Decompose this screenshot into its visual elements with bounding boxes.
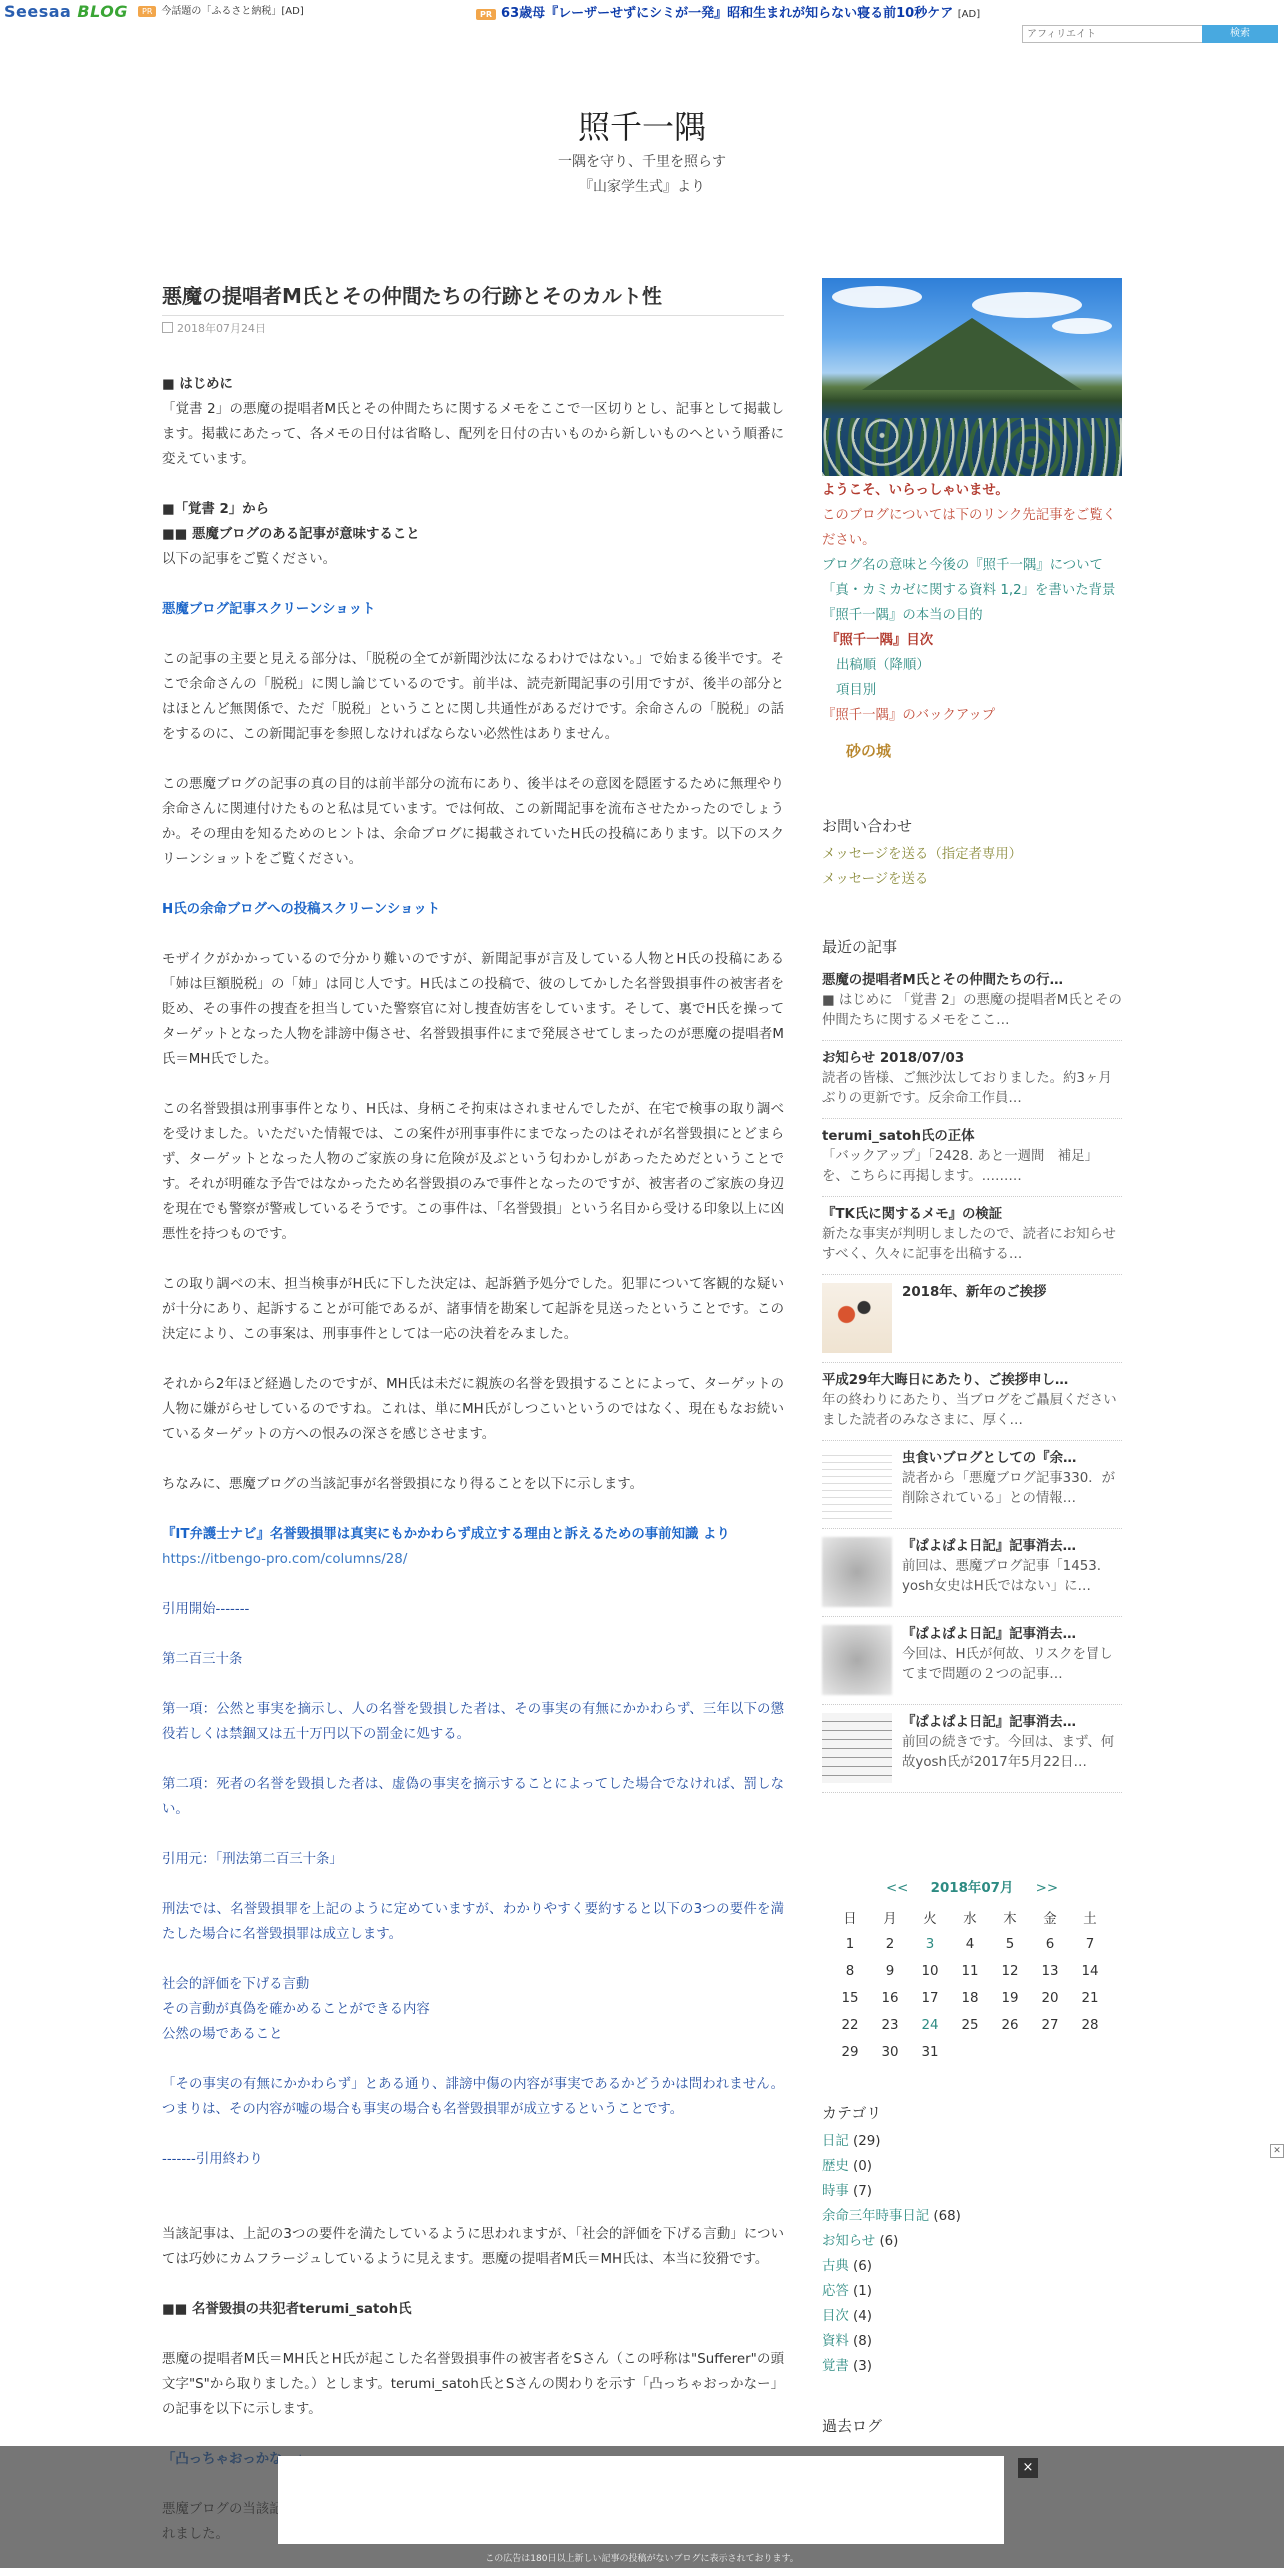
sunago-link[interactable]: 砂の城 — [846, 742, 892, 760]
contact-link-2[interactable]: メッセージを送る — [822, 872, 929, 887]
recent-item[interactable]: 2018年、新年のご挨拶 — [822, 1275, 1122, 1363]
archive-title: 過去ログ — [822, 2417, 883, 2435]
top-bar — [0, 0, 1284, 46]
index-link-topic[interactable]: 項目別 — [836, 683, 877, 698]
recent-item[interactable]: 『ぱよぱよ日記』記事消去… 前回の続きです。今回は、まず、何故yosh氏が2017年5月22日… — [822, 1705, 1122, 1793]
seesaa-logo[interactable]: Seesaa BLOG — [4, 2, 128, 21]
top-ad-left[interactable]: PR 今話題の「ふるさと納税」[AD] — [138, 2, 304, 17]
recent-item[interactable]: 平成29年大晦日にあたり、ご挨拶申し… 年の終わりにあたり、当ブログをご贔屓くださいました読者のみなさまに、厚く… — [822, 1363, 1122, 1441]
thumbnail[interactable] — [822, 1283, 892, 1353]
index-link-desc[interactable]: 出稿順（降順） — [836, 658, 930, 673]
contact-link-1[interactable]: メッセージを送る（指定者専用） — [822, 847, 1023, 862]
category-item: 時事 (7) — [822, 2184, 873, 2199]
recent-list — [822, 963, 1122, 1793]
recent-item[interactable]: terumi_satoh氏の正体 「バックアップ」「2428. あと一週間 補足」を、こちらに再掲します。……… — [822, 1119, 1122, 1197]
bottom-ad-slot[interactable] — [278, 2456, 1004, 2544]
welcome-text: ようこそ、いらっしゃいませ。 — [822, 483, 1009, 498]
header-photo — [822, 278, 1122, 476]
blog-title[interactable]: 照千一隅 — [577, 108, 706, 146]
category-item: 余命三年時事日記 (68) — [822, 2209, 961, 2224]
top-ad-main[interactable]: PR 63歳母『レーザーせずにシミが一発』昭和生まれが知らない寝る前10秒ケア [AD] — [476, 2, 980, 21]
ad-notice: この広告は180日以上新しい記事の投稿がないブログに表示されております。 — [485, 2554, 799, 2564]
recent-item[interactable]: 『TK氏に関するメモ』の検証 新たな事実が判明しましたので、読者にお知らせすべく、久々に記事を出稿する… — [822, 1197, 1122, 1275]
category-item: 古典 (6) — [822, 2259, 873, 2274]
post-title[interactable]: 悪魔の提唱者M氏とその仲間たちの行跡とそのカルト性 — [162, 280, 784, 316]
recent-item[interactable]: 虫食いブログとしての『余… 読者から「悪魔ブログ記事330．が削除されている」との情報… — [822, 1441, 1122, 1529]
category-item: お知らせ (6) — [822, 2234, 899, 2249]
calendar-nav — [822, 1877, 1122, 1896]
category-item: 資料 (8) — [822, 2334, 873, 2349]
sidebar-link-3[interactable]: 『照千一隅』の本当の目的 — [822, 608, 983, 623]
category-item: 覚書 (3) — [822, 2359, 873, 2374]
search-button[interactable]: 検索 — [1202, 25, 1278, 43]
calendar — [822, 1877, 1122, 2066]
thumbnail[interactable] — [822, 1625, 892, 1695]
recent-item[interactable]: 『ぱよぱよ日記』記事消去… 今回は、H氏が何故、リスクを冒してまで問題の２つの記事… — [822, 1617, 1122, 1705]
ad-close-button[interactable]: × — [1018, 2458, 1038, 2478]
screenshot-link-1[interactable]: 悪魔ブログ記事スクリーンショット — [162, 602, 376, 617]
blog-tagline: 一隅を守り、千里を照らす 『山家学生式』より — [558, 154, 726, 195]
source-link[interactable]: 『IT弁護士ナビ』名誉毀損罪は真実にもかかわらず成立する理由と訴えるための事前知識 より — [162, 1527, 730, 1542]
recent-item[interactable]: お知らせ 2018/07/03 読者の皆様、ご無沙汰しておりました。約3ヶ月ぶりの更新です。反余命工作員… — [822, 1041, 1122, 1119]
calendar-next[interactable]: >> — [1035, 1881, 1059, 1896]
calendar-icon — [162, 322, 173, 333]
calendar-prev[interactable]: << — [885, 1881, 909, 1896]
search-input[interactable] — [1022, 25, 1210, 43]
recent-item[interactable]: 悪魔の提唱者M氏とその仲間たちの行… ■ はじめに 「覚書 2」の悪魔の提唱者M氏とその仲間たちに関するメモをここ… — [822, 963, 1122, 1041]
category-item: 日記 (29) — [822, 2134, 881, 2149]
thumbnail[interactable] — [822, 1713, 892, 1783]
screenshot-link-2[interactable]: H氏の余命ブログへの投稿スクリーンショット — [162, 902, 441, 917]
backup-link[interactable]: 『照千一隅』のバックアップ — [822, 708, 996, 723]
calendar-table: 日 月 火 水 木 金 土 1 2 3 4 5 6 7 8 9 10 11 12 13 14 15 16 17 18 19 20 21 22 23 24 25 26 27 28 29 30 31 — [841, 1912, 1099, 2060]
side-ad-close-icon[interactable]: ✕ — [1270, 2144, 1284, 2158]
contact-title: お問い合わせ — [822, 817, 913, 835]
source-url[interactable]: https://itbengo-pro.com/columns/28/ — [162, 1552, 408, 1567]
thumbnail[interactable] — [822, 1449, 892, 1519]
category-item: 目次 (4) — [822, 2309, 873, 2324]
category-list — [822, 2129, 1122, 2379]
category-item: 歴史 (0) — [822, 2159, 873, 2174]
thumbnail[interactable] — [822, 1537, 892, 1607]
calendar-month[interactable]: 2018年07月 — [930, 1881, 1014, 1896]
category-title: カテゴリ — [822, 2104, 882, 2122]
post-body: ■ はじめに 「覚書 2」の悪魔の提唱者M氏とその仲間たちに関するメモをここで一区切りとし、記事として掲載します。掲載にあたって、各メモの日付は省略し、配列を日付の古いものから新しいものへという順番に変えています。 ■「覚書 2」から ■■ 悪魔ブログのある記事が意味すること 以下の記事をご覧ください。 悪魔ブログ記事スクリーンショット この記事の主要と見える部分は、「脱税の全てが新聞沙汰になるわけではない。」で始まる後半です。そこで余命さんの「脱税」に関し論じているのです。前半は、読売新聞記事の引用ですが、後半の部分とはほとんど無関係で、ただ「脱税」ということに関し共通性があるだけです。余命さんの「脱税」の話をするのに、この新聞記事を参照しなければならない必然性はありません。 この悪魔ブログの記事の真の目的は前半部分の流布にあり、後半はその意図を隠匿するために無理やり余命さんに関連付けたものと私は見ています。では何故、この新聞記事を流布させたかったのでしょうか。その理由を知るためのヒントは、余命ブログに掲載されていたH氏の投稿にあります。以下のスクリーンショットをご覧ください。 H氏の余命ブログへの投稿スクリーンショット モザイクがかかっているので分かり難いのですが、新聞記事が言及している人物とH氏の投稿にある「姉は巨額脱税」の「姉」は同じ人です。H氏はこの投稿で、彼のしてかした名誉毀損事件の被害者を貶め、その事件の捜査を担当していた警察官に対し捜査妨害をしています。そして、裏でH氏を操ってターゲットとなった人物を誹謗中傷させ、名誉毀損事件にまで発展させてしまったのが悪魔の提唱者M氏＝MH氏でした。 この名誉毀損は刑事事件となり、H氏は、身柄こそ拘束はされませんでしたが、在宅で検事の取り調べを受けました。いただいた情報では、この案件が刑事事件にまでなったのはそれが名誉毀損にとどまらず、ターゲットとなった人物のご家族の身に危険が及ぶという匂わかしがあったためだということです。それが明確な予告ではなかったため名誉毀損のみで事件となったのですが、被害者のご家族の身辺を現在でも警察が警戒しているそうです。この事件は、「名誉毀損」という名目から受ける印象以上に凶悪性を持つものです。 この取り調べの末、担当検事がH氏に下した決定は、起訴猶予処分でした。犯罪について客観的な疑いが十分にあり、起訴することが可能であるが、諸事情を勘案して起訴を見送ったということです。この決定により、この事案は、刑事事件としては一応の決着をみました。 それから2年ほど経過したのですが、MH氏は未だに親族の名誉を毀損することによって、ターゲットの人物に嫌がらせしているのですね。これは、単にMH氏がしつこいというのではなく、現在もなお続いているターゲットの方への恨みの深さを感じさせます。 ちなみに、悪魔ブログの当該記事が名誉毀損になり得ることを以下に示します。 『IT弁護士ナビ』名誉毀損罪は真実にもかかわらず成立する理由と訴えるための事前知識 より https://itbengo-pro.com/columns/28/ 引用開始------- 第二百三十条 第一項：公然と事実を摘示し、人の名誉を毀損した者は、その事実の有無にかかわらず、三年以下の懲役若しくは禁錮又は五十万円以下の罰金に処する。 第二項：死者の名誉を毀損した者は、虚偽の事実を摘示することによってした場合でなければ、罰しない。 引用元：「刑法第二百三十条」 刑法では、名誉毀損罪を上記のように定めていますが、わかりやすく要約すると以下の3つの要件を満たした場合に名誉毀損罪は成立します。 社会的評価を下げる言動 その言動が真偽を確かめることができる内容 公然の場であること 「その事実の有無にかかわらず」とある通り、誹謗中傷の内容が事実であるかどうかは問われません。つまりは、その内容が嘘の場合も事実の場合も名誉毀損罪が成立するということです。 -------引用終わり 当該記事は、上記の3つの要件を満たしているように思われますが、「社会的評価を下げる言動」については巧妙にカムフラージュしているように見えます。悪魔の提唱者M氏＝MH氏は、本当に狡猾です。 ■■ 名誉毀損の共犯者terumi_satoh氏 悪魔の提唱者M氏＝MH氏とH氏が起こした名誉毀損事件の被害者をSさん（この呼称は"Sufferer"の頭文字"S"から取りました。）とします。terumi_satoh氏とSさんの関わりを示す「凸っちゃおっかなー」の記事を以下に示します。 — [162, 372, 784, 2547]
sidebar-link-2[interactable]: 「真・カミカゼに関する資料 1,2」を書いた背景 — [822, 583, 1116, 598]
recent-item[interactable]: 『ぱよぱよ日記』記事消去… 前回は、悪魔ブログ記事「1453. yosh女史はH氏ではない」に… — [822, 1529, 1122, 1617]
recent-title: 最近の記事 — [822, 938, 898, 956]
sidebar — [822, 278, 1122, 2539]
category-item: 応答 (1) — [822, 2284, 873, 2299]
sidebar-link-1[interactable]: ブログ名の意味と今後の『照千一隅』について — [822, 558, 1103, 573]
intro-text: このブログについては下のリンク先記事をご覧ください。 — [822, 508, 1117, 548]
index-title: 『照千一隅』目次 — [826, 633, 934, 648]
main-column — [162, 280, 784, 2547]
post-date: 2018年07月24日 — [162, 320, 784, 336]
bottom-ad-overlay — [0, 2446, 1284, 2568]
